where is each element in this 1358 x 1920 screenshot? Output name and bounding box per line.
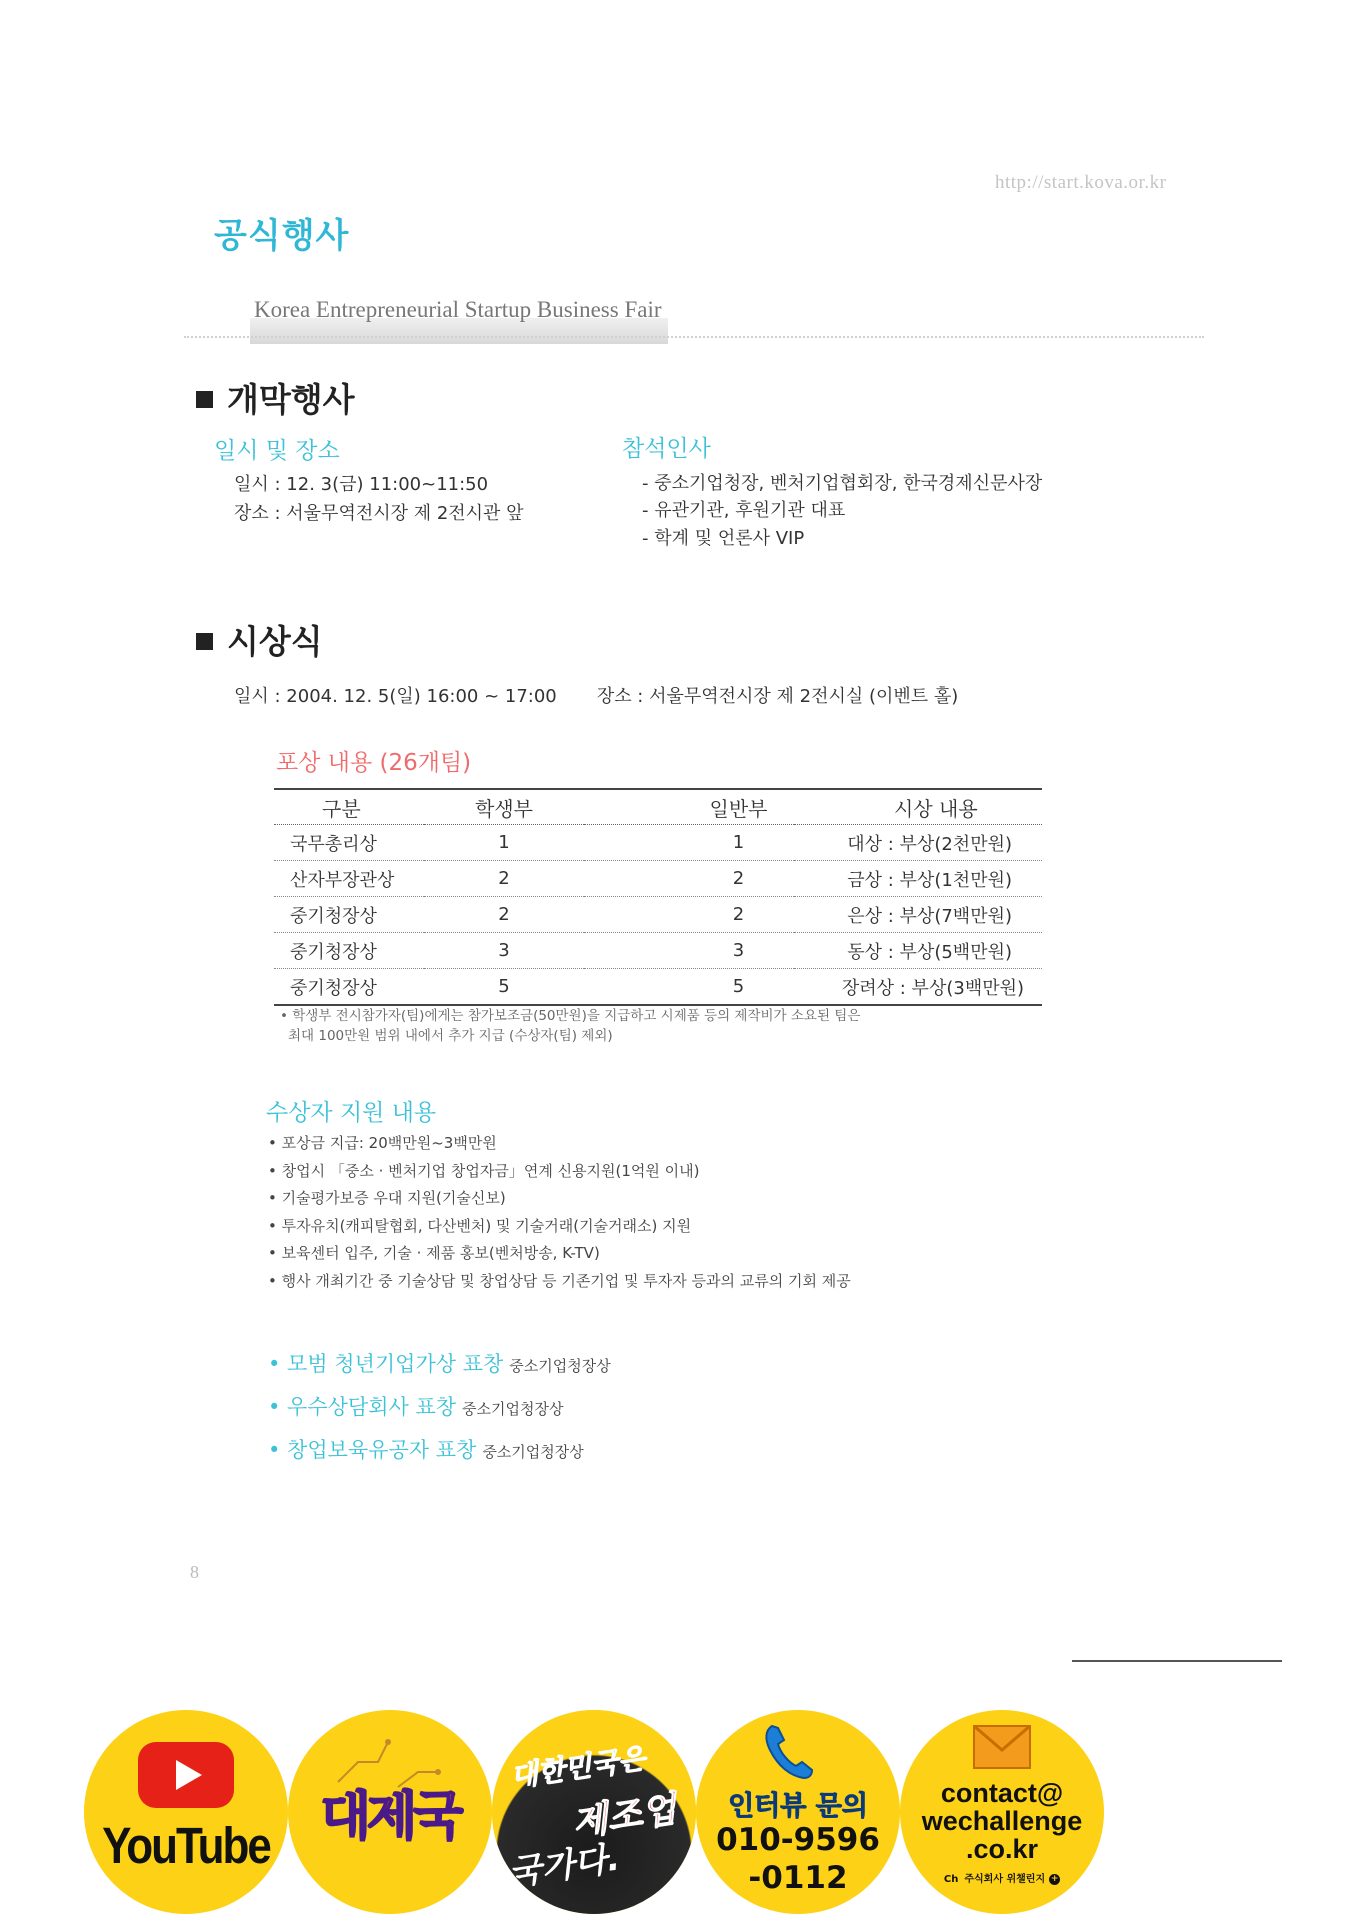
email-line-3: .co.kr xyxy=(965,1834,1039,1864)
table-cell: 3 xyxy=(584,933,794,969)
list-item: • 행사 개최기간 중 기술상담 및 창업상담 등 기존기업 및 투자자 등과의 교류의 기회 제공 xyxy=(268,1271,851,1290)
honor-title: • 창업보육유공자 표창 xyxy=(268,1438,477,1462)
interview-label: 인터뷰 문의 xyxy=(728,1791,868,1822)
attendee-item: - 유관기관, 후원기관 대표 xyxy=(642,500,846,521)
table-cell: 금상 : 부상(1천만원) xyxy=(794,861,1042,897)
honor-item xyxy=(268,1434,584,1464)
honor-awarder: 중소기업청장상 xyxy=(509,1357,611,1375)
channel-badge: Ch xyxy=(943,1874,959,1885)
table-cell: 은상 : 부상(7백만원) xyxy=(794,897,1042,933)
datetime-heading: 일시 및 장소 xyxy=(214,438,340,464)
table-header: 구분 xyxy=(274,789,424,825)
opening-heading-text: 개막행사 xyxy=(227,380,355,419)
square-bullet-icon xyxy=(196,633,213,650)
table-cell: 2 xyxy=(584,897,794,933)
support-list xyxy=(268,1130,851,1295)
honor-awarder: 중소기업청장상 xyxy=(482,1443,584,1461)
opening-date-line: 일시 : 12. 3(금) 11:00~11:50 xyxy=(234,474,489,495)
attendee-item: - 학계 및 언론사 VIP xyxy=(642,528,805,549)
table-header: 일반부 xyxy=(584,789,794,825)
table-cell: 5 xyxy=(424,969,584,1006)
honor-item xyxy=(268,1391,563,1421)
table-header: 시상 내용 xyxy=(794,789,1042,825)
table-note: 최대 100만원 범위 내에서 추가 지급 (수상자(팀) 제외) xyxy=(288,1028,613,1044)
plus-icon: + xyxy=(1050,1873,1059,1884)
youtube-badge[interactable] xyxy=(84,1710,288,1914)
table-row xyxy=(274,825,1042,861)
table-cell: 중기청장상 xyxy=(274,897,424,933)
email-line-2: wechallenge xyxy=(921,1806,1083,1836)
list-item: • 투자유치(캐피탈협회, 다산벤처) 및 기술거래(기술거래소) 지원 xyxy=(268,1216,692,1235)
table-cell: 1 xyxy=(424,825,584,861)
youtube-label: YouTube xyxy=(102,1818,270,1875)
honor-title: • 우수상담회사 표창 xyxy=(268,1395,457,1419)
table-cell: 동상 : 부상(5백만원) xyxy=(794,933,1042,969)
brand-logo-text: 대제국 xyxy=(320,1787,460,1847)
slogan-line-3: 국가다. xyxy=(506,1838,623,1894)
header-divider xyxy=(184,336,1204,338)
header-subtitle: Korea Entrepreneurial Startup Business Fair xyxy=(254,297,662,322)
honor-item xyxy=(268,1348,611,1378)
company-name: 주식회사 위챌린지 xyxy=(964,1874,1046,1885)
table-cell: 2 xyxy=(584,861,794,897)
awards-table xyxy=(274,788,1042,1006)
ceremony-heading-text: 시상식 xyxy=(227,622,323,661)
honor-title: • 모범 청년기업가상 표창 xyxy=(268,1352,504,1376)
list-item: • 기술평가보증 우대 지원(기술신보) xyxy=(268,1189,506,1207)
table-cell: 중기청장상 xyxy=(274,969,424,1006)
ceremony-info-line: 일시 : 2004. 12. 5(일) 16:00 ~ 17:00 장소 : 서울무역전시장 제 2전시실 (이벤트 홀) xyxy=(234,686,959,707)
table-cell: 3 xyxy=(424,933,584,969)
opening-section-heading xyxy=(196,374,355,421)
table-header: 학생부 xyxy=(424,789,584,825)
table-header-row xyxy=(274,789,1042,825)
page-bottom-rule xyxy=(1072,1660,1282,1662)
interview-contact-badge[interactable] xyxy=(696,1710,900,1914)
slogan-line-1: 대한민국은 xyxy=(508,1741,648,1794)
header-url: http://start.kova.or.kr xyxy=(995,172,1167,193)
table-cell: 대상 : 부상(2천만원) xyxy=(794,825,1042,861)
brand-badge[interactable] xyxy=(288,1710,492,1914)
slogan-badge[interactable] xyxy=(492,1710,696,1914)
company-tag xyxy=(900,1870,1104,1885)
attendees-heading: 참석인사 xyxy=(622,436,711,462)
table-cell: 산자부장관상 xyxy=(274,861,424,897)
phone-number-line-2: -0112 xyxy=(748,1860,848,1896)
list-item: • 보육센터 입주, 기술 · 제품 홍보(벤처방송, K-TV) xyxy=(268,1244,600,1262)
support-heading: 수상자 지원 내용 xyxy=(266,1100,437,1126)
table-cell: 2 xyxy=(424,861,584,897)
table-cell: 1 xyxy=(584,825,794,861)
page-number: 8 xyxy=(190,1562,199,1582)
page-category-title: 공식행사 xyxy=(214,216,350,256)
slogan-line-2: 제조업 xyxy=(570,1788,680,1845)
list-item: • 창업시 「중소 · 벤처기업 창업자금」연계 신용지원(1억원 이내) xyxy=(268,1161,700,1180)
email-contact-badge[interactable] xyxy=(900,1710,1104,1914)
table-row xyxy=(274,969,1042,1006)
table-cell: 2 xyxy=(424,897,584,933)
phone-icon xyxy=(760,1722,816,1782)
square-bullet-icon xyxy=(196,391,213,408)
table-cell: 중기청장상 xyxy=(274,933,424,969)
phone-number-line-1: 010-9596 xyxy=(716,1822,880,1858)
table-row xyxy=(274,861,1042,897)
table-cell: 장려상 : 부상(3백만원) xyxy=(794,969,1042,1006)
table-cell: 5 xyxy=(584,969,794,1006)
table-row xyxy=(274,933,1042,969)
list-item: • 포상금 지급: 20백만원~3백만원 xyxy=(268,1134,497,1152)
honor-awarder: 중소기업청장상 xyxy=(462,1400,564,1418)
attendee-item: - 중소기업청장, 벤처기업협회장, 한국경제신문사장 xyxy=(642,473,1043,494)
email-line-1: contact@ xyxy=(940,1778,1064,1808)
opening-place-line: 장소 : 서울무역전시장 제 2전시관 앞 xyxy=(234,503,524,524)
table-cell: 국무총리상 xyxy=(274,825,424,861)
awards-heading: 포상 내용 (26개팀) xyxy=(276,750,472,776)
table-note: • 학생부 전시참가자(팀)에게는 참가보조금(50만원)을 지급하고 시제품 등의 제작비가 소요된 팀은 xyxy=(280,1008,861,1024)
envelope-icon xyxy=(972,1724,1032,1770)
youtube-play-icon xyxy=(138,1742,234,1808)
table-row xyxy=(274,897,1042,933)
ceremony-section-heading xyxy=(196,616,323,663)
